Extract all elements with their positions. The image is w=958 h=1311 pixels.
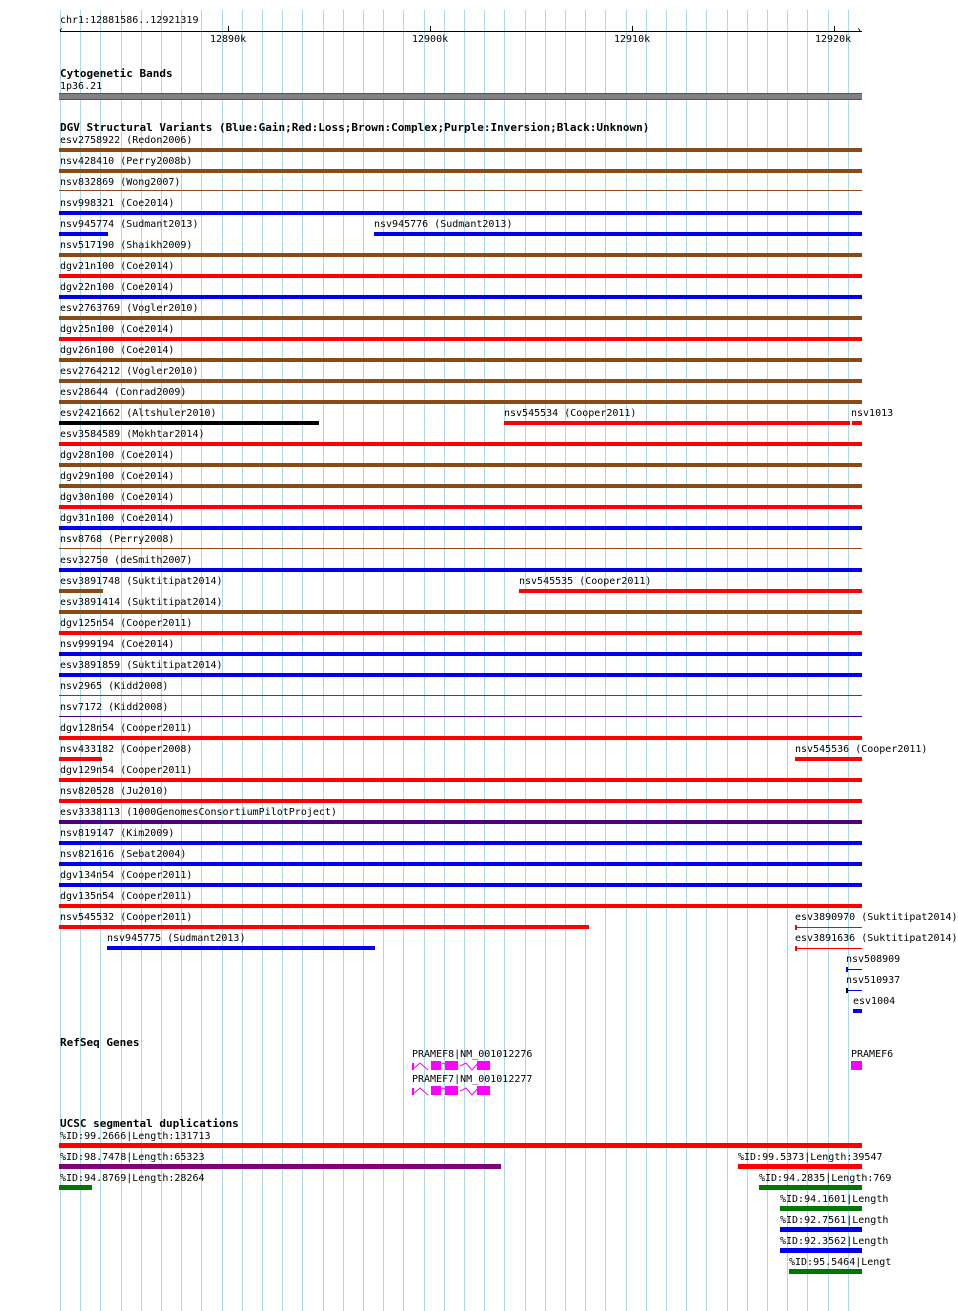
variant-label[interactable]: nsv819147 (Kim2009): [60, 828, 175, 839]
variant-bar[interactable]: [59, 862, 862, 866]
variant-bar[interactable]: [795, 948, 862, 949]
variant-bar[interactable]: [59, 736, 862, 740]
segdup-bar[interactable]: [780, 1248, 862, 1253]
ruler-axis-line: [60, 31, 862, 32]
variant-label[interactable]: dgv31n100 (Coe2014): [60, 513, 175, 524]
variant-bar[interactable]: [519, 589, 862, 593]
variant-end-mark: [795, 946, 797, 951]
variant-bar[interactable]: [59, 379, 862, 383]
variant-label[interactable]: dgv28n100 (Coe2014): [60, 450, 175, 461]
variant-bar[interactable]: [59, 463, 862, 467]
variant-label[interactable]: nsv545534 (Cooper2011): [504, 408, 637, 419]
variant-bar[interactable]: [59, 169, 862, 173]
ruler-tick-label: 12920k: [815, 34, 852, 45]
segdup-label[interactable]: %ID:98.7478|Length:65323: [60, 1152, 205, 1163]
variant-bar[interactable]: [59, 295, 862, 299]
variant-bar[interactable]: [59, 589, 103, 593]
variant-bar[interactable]: [59, 548, 862, 549]
variant-bar[interactable]: [846, 990, 862, 991]
variant-bar[interactable]: [59, 631, 862, 635]
variant-label[interactable]: nsv821616 (Sebat2004): [60, 849, 187, 860]
ruler-tick: [228, 26, 229, 32]
variant-bar[interactable]: [59, 568, 862, 572]
variant-label[interactable]: esv28644 (Conrad2009): [60, 387, 187, 398]
gene-intron: [412, 1063, 428, 1070]
variant-bar[interactable]: [59, 883, 862, 887]
track-title[interactable]: Cytogenetic Bands: [60, 67, 173, 80]
variant-bar[interactable]: [846, 969, 862, 970]
gene-label[interactable]: PRAMEF8|NM_001012276: [412, 1049, 533, 1060]
gene-exon[interactable]: [851, 1061, 862, 1070]
variant-bar[interactable]: [59, 673, 862, 677]
variant-label[interactable]: dgv134n54 (Cooper2011): [60, 870, 193, 881]
variant-bar[interactable]: [59, 716, 862, 717]
variant-label[interactable]: esv3584589 (Mokhtar2014): [60, 429, 205, 440]
variant-label[interactable]: nsv545535 (Cooper2011): [519, 576, 652, 587]
segdup-bar[interactable]: [789, 1269, 862, 1274]
variant-label[interactable]: nsv545536 (Cooper2011): [795, 744, 928, 755]
variant-bar[interactable]: [59, 400, 862, 404]
variant-label[interactable]: nsv433182 (Cooper2008): [60, 744, 193, 755]
variant-label[interactable]: nsv945775 (Sudmant2013): [107, 933, 246, 944]
variant-bar[interactable]: [59, 274, 862, 278]
variant-bar[interactable]: [59, 232, 108, 236]
variant-bar[interactable]: [374, 232, 862, 236]
variant-label[interactable]: dgv128n54 (Cooper2011): [60, 723, 193, 734]
variant-label[interactable]: nsv945774 (Sudmant2013): [60, 219, 199, 230]
variant-bar[interactable]: [59, 337, 862, 341]
variant-bar[interactable]: [59, 505, 862, 509]
ruler-tick-label: 12910k: [614, 34, 651, 45]
segdup-bar[interactable]: [780, 1227, 862, 1232]
variant-bar[interactable]: [852, 421, 862, 425]
segdup-label[interactable]: %ID:95.5464|Lengt: [789, 1257, 892, 1268]
variant-bar[interactable]: [853, 1009, 862, 1013]
variant-bar[interactable]: [59, 484, 862, 488]
variant-bar[interactable]: [59, 925, 589, 929]
variant-bar[interactable]: [59, 757, 102, 761]
variant-label[interactable]: dgv25n100 (Coe2014): [60, 324, 175, 335]
variant-label[interactable]: esv32750 (deSmith2007): [60, 555, 193, 566]
variant-bar[interactable]: [59, 610, 862, 614]
variant-bar[interactable]: [59, 820, 862, 824]
variant-label[interactable]: dgv29n100 (Coe2014): [60, 471, 175, 482]
variant-label[interactable]: esv3890970 (Suktitipat2014): [795, 912, 958, 923]
variant-bar[interactable]: [59, 841, 862, 845]
ruler-arrow-right: ›: [856, 25, 863, 36]
variant-label[interactable]: esv2758922 (Redon2006): [60, 135, 193, 146]
variant-bar[interactable]: [59, 904, 862, 908]
cytoband-bar[interactable]: [59, 93, 862, 100]
variant-label[interactable]: nsv517190 (Shaikh2009): [60, 240, 193, 251]
segdup-bar[interactable]: [59, 1185, 92, 1190]
segdup-label[interactable]: %ID:94.2835|Length:769: [759, 1173, 892, 1184]
variant-label[interactable]: dgv26n100 (Coe2014): [60, 345, 175, 356]
segdup-label[interactable]: %ID:92.3562|Length: [780, 1236, 889, 1247]
variant-end-mark: [846, 967, 848, 972]
variant-label[interactable]: nsv820528 (Ju2010): [60, 786, 169, 797]
variant-bar[interactable]: [59, 799, 862, 803]
ruler-tick-label: 12890k: [210, 34, 247, 45]
gene-exon[interactable]: [445, 1086, 458, 1095]
track-title[interactable]: RefSeq Genes: [60, 1036, 140, 1049]
position-label: chr1:12881586..12921319: [60, 15, 199, 26]
segdup-label[interactable]: %ID:99.5373|Length:39547: [738, 1152, 883, 1163]
variant-label[interactable]: nsv508909: [846, 954, 901, 965]
variant-label[interactable]: esv2763769 (Vogler2010): [60, 303, 199, 314]
variant-label[interactable]: esv2764212 (Vogler2010): [60, 366, 199, 377]
variant-label[interactable]: nsv998321 (Coe2014): [60, 198, 175, 209]
variant-bar[interactable]: [795, 757, 862, 761]
ruler-tick: [632, 26, 633, 32]
variant-bar[interactable]: [59, 652, 862, 656]
segdup-bar[interactable]: [738, 1164, 862, 1169]
variant-bar[interactable]: [59, 358, 862, 362]
gene-label[interactable]: PRAMEF6: [851, 1049, 894, 1060]
gene-exon[interactable]: [477, 1061, 490, 1070]
track-title[interactable]: DGV Structural Variants (Blue:Gain;Red:Loss;Brown:Complex;Purple:Inversion;Black:Unknown): [60, 121, 650, 134]
variant-label[interactable]: nsv1013: [851, 408, 894, 419]
variant-end-mark: [795, 925, 797, 930]
segdup-bar[interactable]: [59, 1164, 501, 1169]
segdup-bar[interactable]: [780, 1206, 862, 1211]
gene-intron: [460, 1088, 478, 1095]
variant-label[interactable]: nsv7172 (Kidd2008): [60, 702, 169, 713]
segdup-bar[interactable]: [59, 1143, 862, 1148]
gene-intron: [460, 1063, 478, 1070]
variant-label[interactable]: nsv510937: [846, 975, 901, 986]
variant-label[interactable]: esv3891636 (Suktitipat2014): [795, 933, 958, 944]
variant-label[interactable]: dgv129n54 (Cooper2011): [60, 765, 193, 776]
variant-label[interactable]: dgv30n100 (Coe2014): [60, 492, 175, 503]
gene-exon[interactable]: [477, 1086, 490, 1095]
ruler-tick: [430, 26, 431, 32]
gene-exon[interactable]: [445, 1061, 458, 1070]
gene-exon[interactable]: [431, 1061, 441, 1070]
variant-end-mark: [846, 988, 848, 993]
track-title[interactable]: UCSC segmental duplications: [60, 1117, 239, 1130]
cytoband-label: 1p36.21: [60, 81, 103, 92]
variant-label[interactable]: nsv999194 (Coe2014): [60, 639, 175, 650]
segdup-bar[interactable]: [759, 1185, 862, 1190]
ruler-tick: [834, 26, 835, 32]
variant-label[interactable]: esv1004: [853, 996, 896, 1007]
variant-bar[interactable]: [107, 946, 375, 950]
variant-bar[interactable]: [59, 421, 319, 425]
segdup-label[interactable]: %ID:92.7561|Length: [780, 1215, 889, 1226]
ruler-arrow-left: ‹: [58, 25, 65, 36]
segdup-label[interactable]: %ID:94.8769|Length:28264: [60, 1173, 205, 1184]
variant-bar[interactable]: [59, 211, 862, 215]
variant-label[interactable]: dgv135n54 (Cooper2011): [60, 891, 193, 902]
segdup-label[interactable]: %ID:99.2666|Length:131713: [60, 1131, 211, 1142]
variant-label[interactable]: esv3891859 (Suktitipat2014): [60, 660, 223, 671]
variant-bar[interactable]: [59, 253, 862, 257]
variant-bar[interactable]: [795, 927, 862, 928]
variant-label[interactable]: nsv945776 (Sudmant2013): [374, 219, 513, 230]
variant-bar[interactable]: [59, 442, 862, 446]
variant-bar[interactable]: [59, 148, 862, 152]
variant-bar[interactable]: [59, 778, 862, 782]
variant-label[interactable]: nsv8768 (Perry2008): [60, 534, 175, 545]
variant-label[interactable]: nsv832869 (Wong2007): [60, 177, 181, 188]
gene-label[interactable]: PRAMEF7|NM_001012277: [412, 1074, 533, 1085]
variant-bar[interactable]: [59, 526, 862, 530]
variant-label[interactable]: esv3891414 (Suktitipat2014): [60, 597, 223, 608]
variant-label[interactable]: dgv125n54 (Cooper2011): [60, 618, 193, 629]
variant-bar[interactable]: [504, 421, 850, 425]
gene-exon[interactable]: [412, 1063, 414, 1070]
variant-label[interactable]: esv3891748 (Suktitipat2014): [60, 576, 223, 587]
gene-intron: [412, 1088, 428, 1095]
variant-bar[interactable]: [59, 316, 862, 320]
variant-label[interactable]: nsv428410 (Perry2008b): [60, 156, 193, 167]
ruler-tick-label: 12900k: [412, 34, 449, 45]
variant-label[interactable]: esv2421662 (Altshuler2010): [60, 408, 217, 419]
variant-label[interactable]: nsv2965 (Kidd2008): [60, 681, 169, 692]
variant-label[interactable]: nsv545532 (Cooper2011): [60, 912, 193, 923]
variant-label[interactable]: dgv21n100 (Coe2014): [60, 261, 175, 272]
gene-exon[interactable]: [431, 1086, 441, 1095]
variant-label[interactable]: dgv22n100 (Coe2014): [60, 282, 175, 293]
variant-bar[interactable]: [59, 695, 862, 696]
variant-bar[interactable]: [59, 190, 862, 191]
segdup-label[interactable]: %ID:94.1601|Length: [780, 1194, 889, 1205]
gene-exon[interactable]: [412, 1088, 414, 1095]
variant-label[interactable]: esv3338113 (1000GenomesConsortiumPilotProject): [60, 807, 337, 818]
